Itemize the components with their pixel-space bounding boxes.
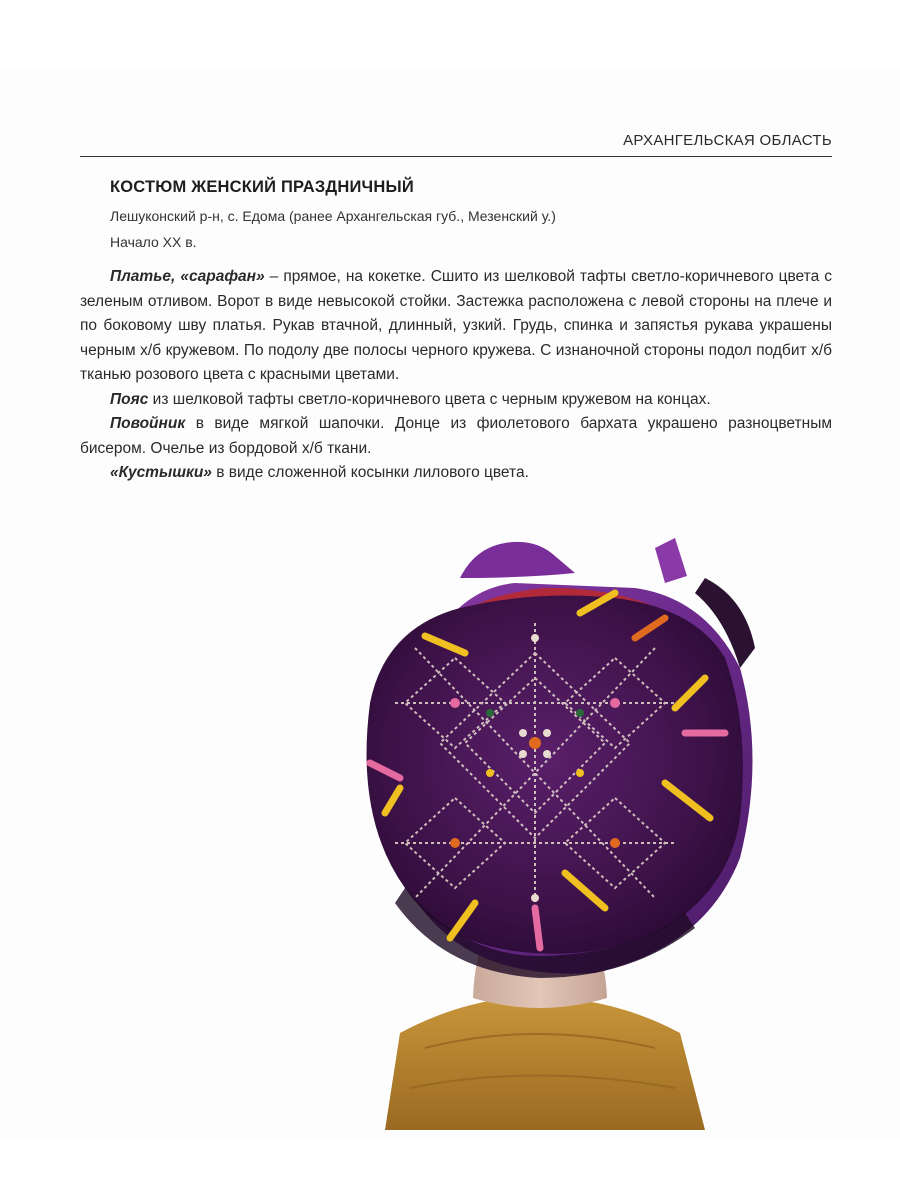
text-belt: из шелковой тафты светло-коричневого цвета с черным кружевом на концах. xyxy=(148,390,711,408)
paragraph-dress xyxy=(80,265,832,388)
term-dress: Платье, «сарафан» xyxy=(110,268,265,285)
paragraph-belt xyxy=(80,388,832,413)
term-belt: Пояс xyxy=(110,390,149,408)
paragraph-povoinik xyxy=(80,412,832,461)
book-page xyxy=(0,70,900,1140)
entry-location: Лешуконский р-н, с. Едома (ранее Архангельская губ., Мезенский у.) xyxy=(110,208,556,224)
paragraph-kustyshki xyxy=(80,461,832,486)
text-povoinik: в виде мягкой шапочки. Донце из фиолетового бархата украшено разноцветным бисером. Очелье из бордовой х/б ткани. xyxy=(80,415,832,457)
entry-title: КОСТЮМ ЖЕНСКИЙ ПРАЗДНИЧНЫЙ xyxy=(110,178,414,196)
term-povoinik: Повойник xyxy=(110,415,186,432)
headdress-photo xyxy=(235,528,795,1130)
running-head: АРХАНГЕЛЬСКАЯ ОБЛАСТЬ xyxy=(623,132,832,149)
header-rule xyxy=(80,156,832,157)
text-kustyshki: в виде сложенной косынки лилового цвета. xyxy=(211,464,529,481)
velvet-crown xyxy=(367,596,743,954)
term-kustyshki: «Кустышки» xyxy=(110,464,212,481)
text-dress: – прямое, на кокетке. Сшито из шелковой тафты светло-коричневого цвета с зеленым отливом. Ворот в виде невысокой стойки. Застежка расположена с левой стороны на плече и по боковому шву платья. Рукав втачной, длинный, узкий. Грудь, спинка и запястья рукава украшены черным х/б кружевом. По подолу две полосы черного кружева. С изнаночной стороны подол подбит х/б тканью розового цвета с красными цветами. xyxy=(80,268,832,383)
dress-shoulders xyxy=(385,996,705,1130)
description xyxy=(80,265,832,486)
entry-date: Начало XX в. xyxy=(110,234,197,250)
